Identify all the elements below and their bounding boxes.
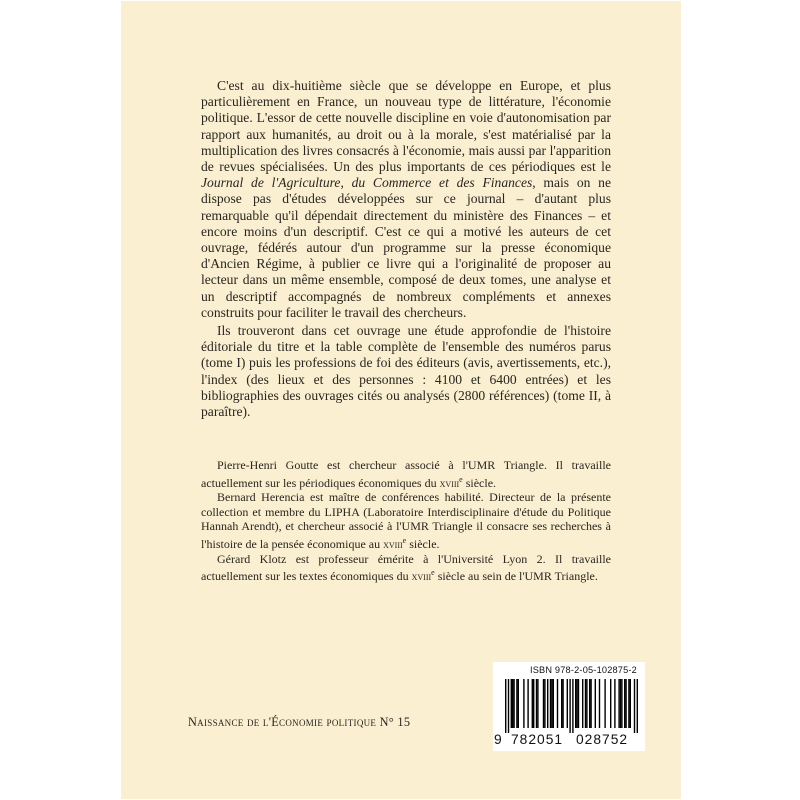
barcode-bar: [550, 679, 551, 728]
bio-text: siècle.: [462, 475, 497, 490]
barcode-bar: [628, 679, 629, 728]
blurb-text-part: , mais on ne dispose pas d'études développées sur ce journal – d'autant plus remarquable qu'il dépendait directement du ministère des Finances – et encore moins d'un descriptif. C'est ce qui a motivé les auteurs de cet ouvrage, fédérés autour d'un programme sur la presse économique d'Ancien Régime, à publier ce livre qui a l'originalité de proposer au lecteur dans un même ensemble, composé de deux tomes, une analyse et un descriptif accompagnés de nombreux compléments et annexes construits pour faciliter le travail des chercheurs.: [201, 175, 611, 320]
barcode-bar: [544, 679, 545, 728]
barcode-bar: [513, 679, 514, 728]
barcode-bar: [543, 679, 544, 728]
blurb-text-part: C'est au dix-huitième siècle que se développe en Europe, et plus particulièrement en France, un nouveau type de littérature, l'économie politique. L'essor de cette nouvelle discipline en voie d'autonomisation par rapport aux humanités, au droit ou à la morale, s'est matérialisé par la multiplication des livres consacrés à l'économie, mais aussi par l'apparition de revues spécialisées. Un des plus importants de ces périodiques est le: [201, 78, 611, 175]
bio-text: Gérard Klotz est professeur émérite à l'Université Lyon 2. Il travaille actuellement sur les textes économiques du: [201, 551, 611, 584]
century-numeral: xviii: [383, 536, 403, 551]
blurb-paragraph-2: Ils trouveront dans cet ouvrage une étude approfondie de l'histoire éditoriale du titre et la table complète de l'ensemble des numéros parus (tome I) puis les professions de foi des éditeurs (avis, avertissements, etc.), l'index (des lieux et des personnes : 4100 et 6400 entrées) et les bibliographies des ouvrages cités ou analysés (2800 références) (tome II, à paraître).: [201, 323, 611, 420]
barcode-bar: [532, 679, 533, 728]
barcode-bar: [567, 679, 568, 728]
bio-text: Bernard Herencia est maître de conférences habilité. Directeur de la présente collection et membre du LIPHA (Laboratoire Interdisciplinaire d'étude du Politique Hannah Arendt), et chercheur associé à l'UMR Triangle il consacre ses recherches à l'histoire de la pensée économique au: [201, 490, 611, 551]
barcode-bar: [585, 679, 586, 728]
barcode-bar: [575, 679, 576, 728]
barcode-bar: [547, 679, 548, 728]
barcode-bar: [553, 679, 554, 728]
barcode-digits-left: 782051: [511, 732, 564, 747]
barcode-bar: [572, 679, 573, 733]
barcode-bar: [516, 679, 517, 728]
barcode-bar: [569, 679, 570, 733]
barcode-bar: [604, 679, 605, 728]
barcode-bar: [561, 679, 562, 728]
barcode-bar: [586, 679, 587, 728]
barcode-bar: [557, 679, 558, 728]
barcode-bar: [527, 679, 528, 728]
blurb-text: [201, 78, 611, 420]
book-back-cover: [121, 1, 681, 799]
century-numeral: xviii: [411, 569, 432, 584]
barcode-bar: [595, 679, 596, 728]
barcode-bar: [536, 679, 537, 728]
barcode-bar: [614, 679, 615, 728]
barcode-bars: [505, 679, 638, 733]
bio-text: siècle.: [406, 536, 440, 551]
journal-title: Journal de l'Agriculture, du Commerce et des Finances: [201, 175, 533, 191]
barcode-bar: [621, 679, 622, 728]
barcode-bar: [620, 679, 621, 728]
barcode-bar: [512, 679, 513, 728]
barcode-bar: [578, 679, 579, 728]
barcode-bar: [508, 679, 509, 733]
barcode-bar: [634, 679, 635, 733]
barcode-bar: [610, 679, 611, 728]
bio-text: siècle au sein de l'UMR Triangle.: [434, 569, 598, 584]
barcode-bar: [630, 679, 631, 728]
superscript: e: [459, 474, 463, 484]
isbn-label: ISBN 978-2-05-102875-2: [529, 665, 637, 675]
author-bios: [201, 458, 611, 584]
barcode-bar: [551, 679, 552, 728]
blurb-paragraph-1: [201, 78, 611, 321]
bio-klotz: [201, 552, 611, 584]
barcode-bar: [625, 679, 626, 728]
barcode-bar: [533, 679, 534, 728]
barcode-bar: [537, 679, 538, 728]
barcode-bar: [562, 679, 563, 728]
barcode-digit-first: 9: [494, 732, 503, 747]
barcode-bar: [637, 679, 638, 733]
barcode-bar: [505, 679, 506, 733]
bio-herencia: [201, 490, 611, 551]
barcode-bar: [624, 679, 625, 728]
barcode-bar: [582, 679, 583, 728]
isbn-barcode: [493, 662, 645, 751]
barcode-bar: [599, 679, 600, 728]
series-title: Naissance de l'Économie politique N° 15: [188, 715, 411, 729]
century-numeral: xviii: [439, 475, 460, 490]
superscript: e: [431, 568, 435, 578]
barcode-bar: [523, 679, 524, 728]
bio-goutte: [201, 458, 611, 490]
barcode-bar: [590, 679, 591, 728]
barcode-bar: [518, 679, 519, 728]
barcode-bar: [618, 679, 619, 728]
superscript: e: [402, 535, 407, 545]
bio-text: Pierre-Henri Goutte est chercheur associé à l'UMR Triangle. Il travaille actuellement sur les périodiques économiques du: [201, 458, 611, 490]
barcode-bar: [576, 679, 577, 728]
barcode-bar: [589, 679, 590, 728]
barcode-bar: [511, 679, 512, 728]
barcode-digits-right: 028752: [576, 732, 629, 747]
